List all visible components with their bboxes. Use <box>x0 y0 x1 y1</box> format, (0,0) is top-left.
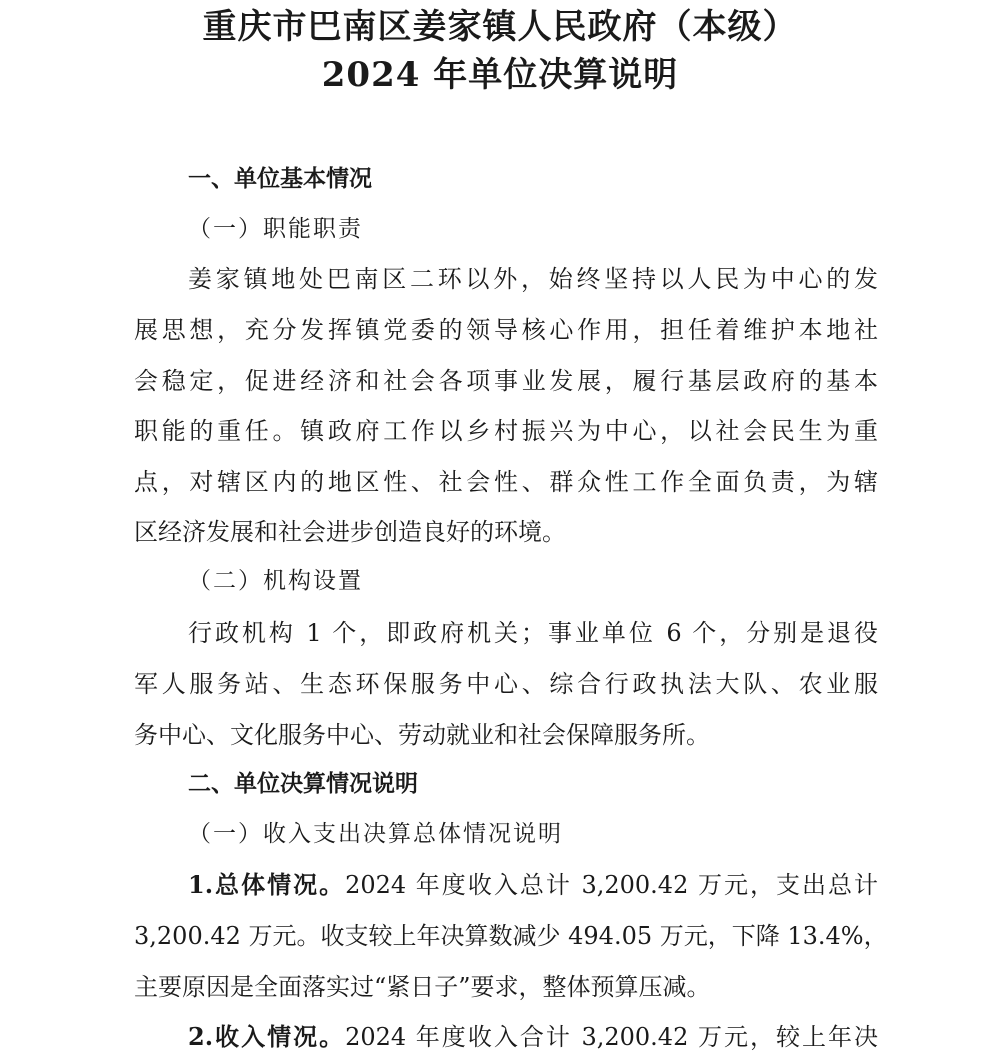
paragraph-text: 2024 年度收入合计 3,200.42 万元，较上年决 <box>345 1023 878 1051</box>
section-heading-final-accounts: 二、单位决算情况说明 <box>188 771 418 797</box>
subsection-heading-functions: （一）职能职责 <box>188 216 363 242</box>
paragraph-lead: 2.收入情况。 <box>188 1022 346 1051</box>
paragraph-text: 2024 年度收入总计 3,200.42 万元，支出总计 <box>345 871 878 899</box>
document-title-line-1: 重庆市巴南区姜家镇人民政府（本级） <box>202 7 798 47</box>
paragraph-line: 区经济发展和社会进步创造良好的环境。 <box>134 518 566 546</box>
paragraph-line: 姜家镇地处巴南区二环以外，始终坚持以人民为中心的发 <box>188 265 878 293</box>
paragraph-line: 主要原因是全面落实过“紧日子”要求，整体预算压减。 <box>134 973 711 1001</box>
document-title-line-2: 2024 年单位决算说明 <box>321 55 679 95</box>
subsection-heading-overall: （一）收入支出决算总体情况说明 <box>188 821 563 847</box>
subsection-heading-organization: （二）机构设置 <box>188 568 363 594</box>
paragraph-lead: 1.总体情况。 <box>188 870 346 899</box>
paragraph-line: 点，对辖区内的地区性、社会性、群众性工作全面负责，为辖 <box>134 468 878 496</box>
paragraph-line <box>188 1021 878 1053</box>
section-heading-basic-info: 一、单位基本情况 <box>188 166 372 192</box>
paragraph-line: 务中心、文化服务中心、劳动就业和社会保障服务所。 <box>134 721 710 749</box>
paragraph-line: 军人服务站、生态环保服务中心、综合行政执法大队、农业服 <box>134 670 878 698</box>
paragraph-line: 3,200.42 万元。收支较上年决算数减少 494.05 万元，下降 13.4%， <box>134 922 888 950</box>
paragraph-line: 展思想，充分发挥镇党委的领导核心作用，担任着维护本地社 <box>134 316 878 344</box>
paragraph-line: 行政机构 1 个，即政府机关；事业单位 6 个，分别是退役 <box>188 619 878 647</box>
paragraph-line: 会稳定，促进经济和社会各项事业发展，履行基层政府的基本 <box>134 367 878 395</box>
paragraph-line: 职能的重任。镇政府工作以乡村振兴为中心，以社会民生为重 <box>134 417 878 445</box>
paragraph-line <box>188 869 878 901</box>
